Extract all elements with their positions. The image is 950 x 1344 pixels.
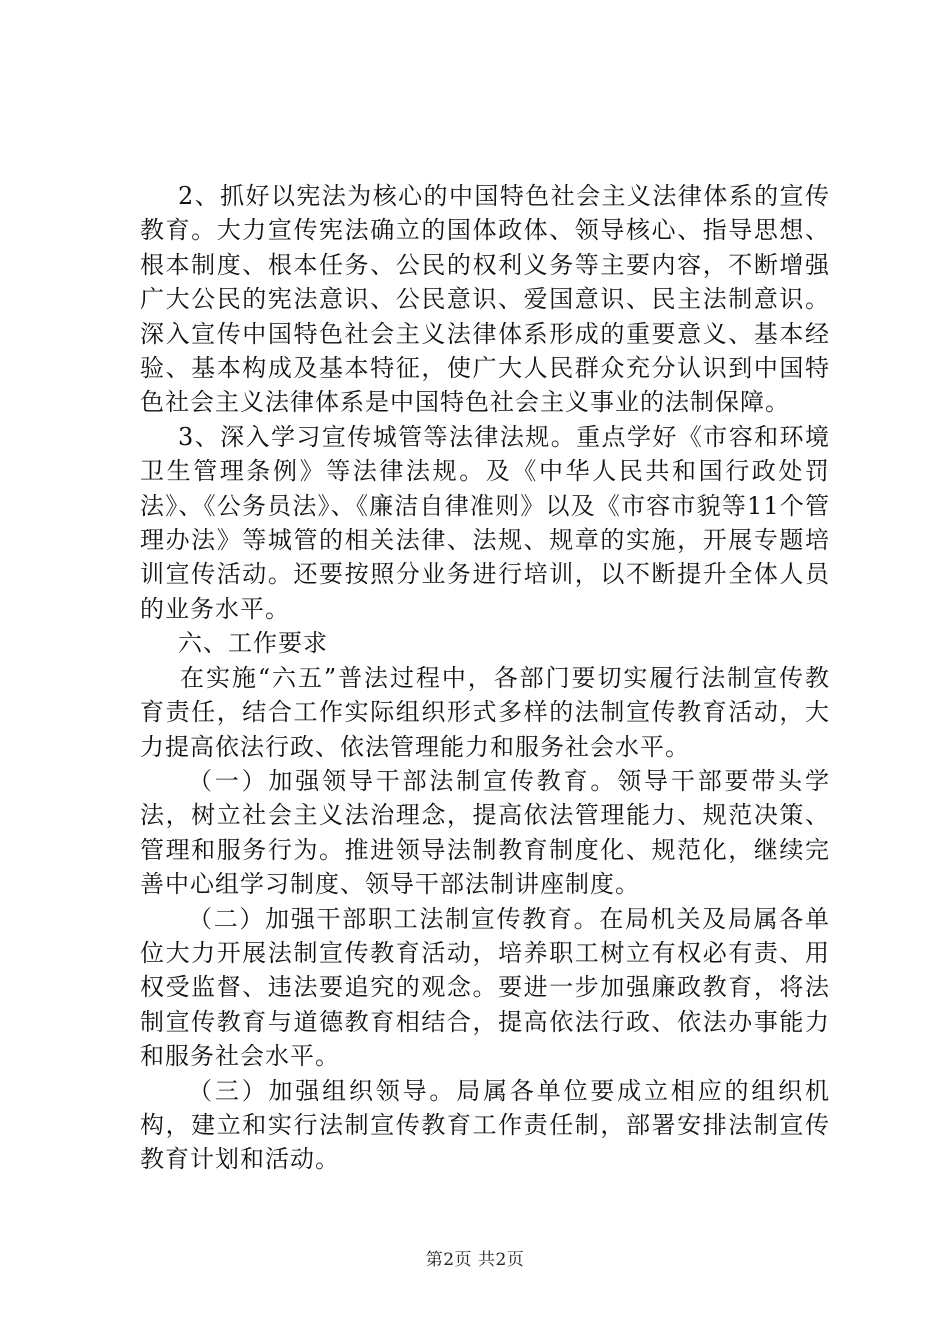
section-heading-work-requirements: 六、工作要求: [178, 629, 328, 658]
page-number-footer: 第2页 共2页: [425, 1250, 525, 1270]
paragraph-organization-leadership: （三）加强组织领导。局属各单位要成立相应的组织机构，建立和实行法制宣传教育工作责任制，部署安排法制宣传教育计划和活动。: [140, 1076, 830, 1174]
document-body: [140, 179, 830, 1177]
paragraph-implementation-requirements: 在实施“六五”普法过程中，各部门要切实履行法制宣传教育责任，结合工作实际组织形式多样的法制宣传教育活动，大力提高依法行政、依法管理能力和服务社会水平。: [140, 663, 830, 761]
paragraph-leader-education: （一）加强领导干部法制宣传教育。领导干部要带头学法，树立社会主义法治理念，提高依法管理能力、规范决策、管理和服务行为。推进领导法制教育制度化、规范化，继续完善中心组学习制度、领导干部法制讲座制度。: [140, 766, 830, 899]
paragraph-urban-management-laws: 3、深入学习宣传城管等法律法规。重点学好《市容和环境卫生管理条例》等法律法规。及《中华人民共和国行政处罚法》、《公务员法》、《廉洁自律准则》以及《市容市貌等11个管理办法》等城管的相关法律、法规、规章的实施，开展专题培训宣传活动。还要按照分业务进行培训，以不断提升全体人员的业务水平。: [140, 422, 830, 623]
paragraph-law-system-education: 2、抓好以宪法为核心的中国特色社会主义法律体系的宣传教育。大力宣传宪法确立的国体政体、领导核心、指导思想、根本制度、根本任务、公民的权利义务等主要内容，不断增强广大公民的宪法意识、公民意识、爱国意识、民主法制意识。深入宣传中国特色社会主义法律体系形成的重要意义、基本经验、基本构成及基本特征，使广大人民群众充分认识到中国特色社会主义法律体系是中国特色社会主义事业的法制保障。: [140, 182, 830, 417]
paragraph-staff-education: （二）加强干部职工法制宣传教育。在局机关及局属各单位大力开展法制宣传教育活动，培养职工树立有权必有责、用权受监督、违法要追究的观念。要进一步加强廉政教育，将法制宣传教育与道德教育相结合，提高依法行政、依法办事能力和服务社会水平。: [140, 904, 830, 1071]
